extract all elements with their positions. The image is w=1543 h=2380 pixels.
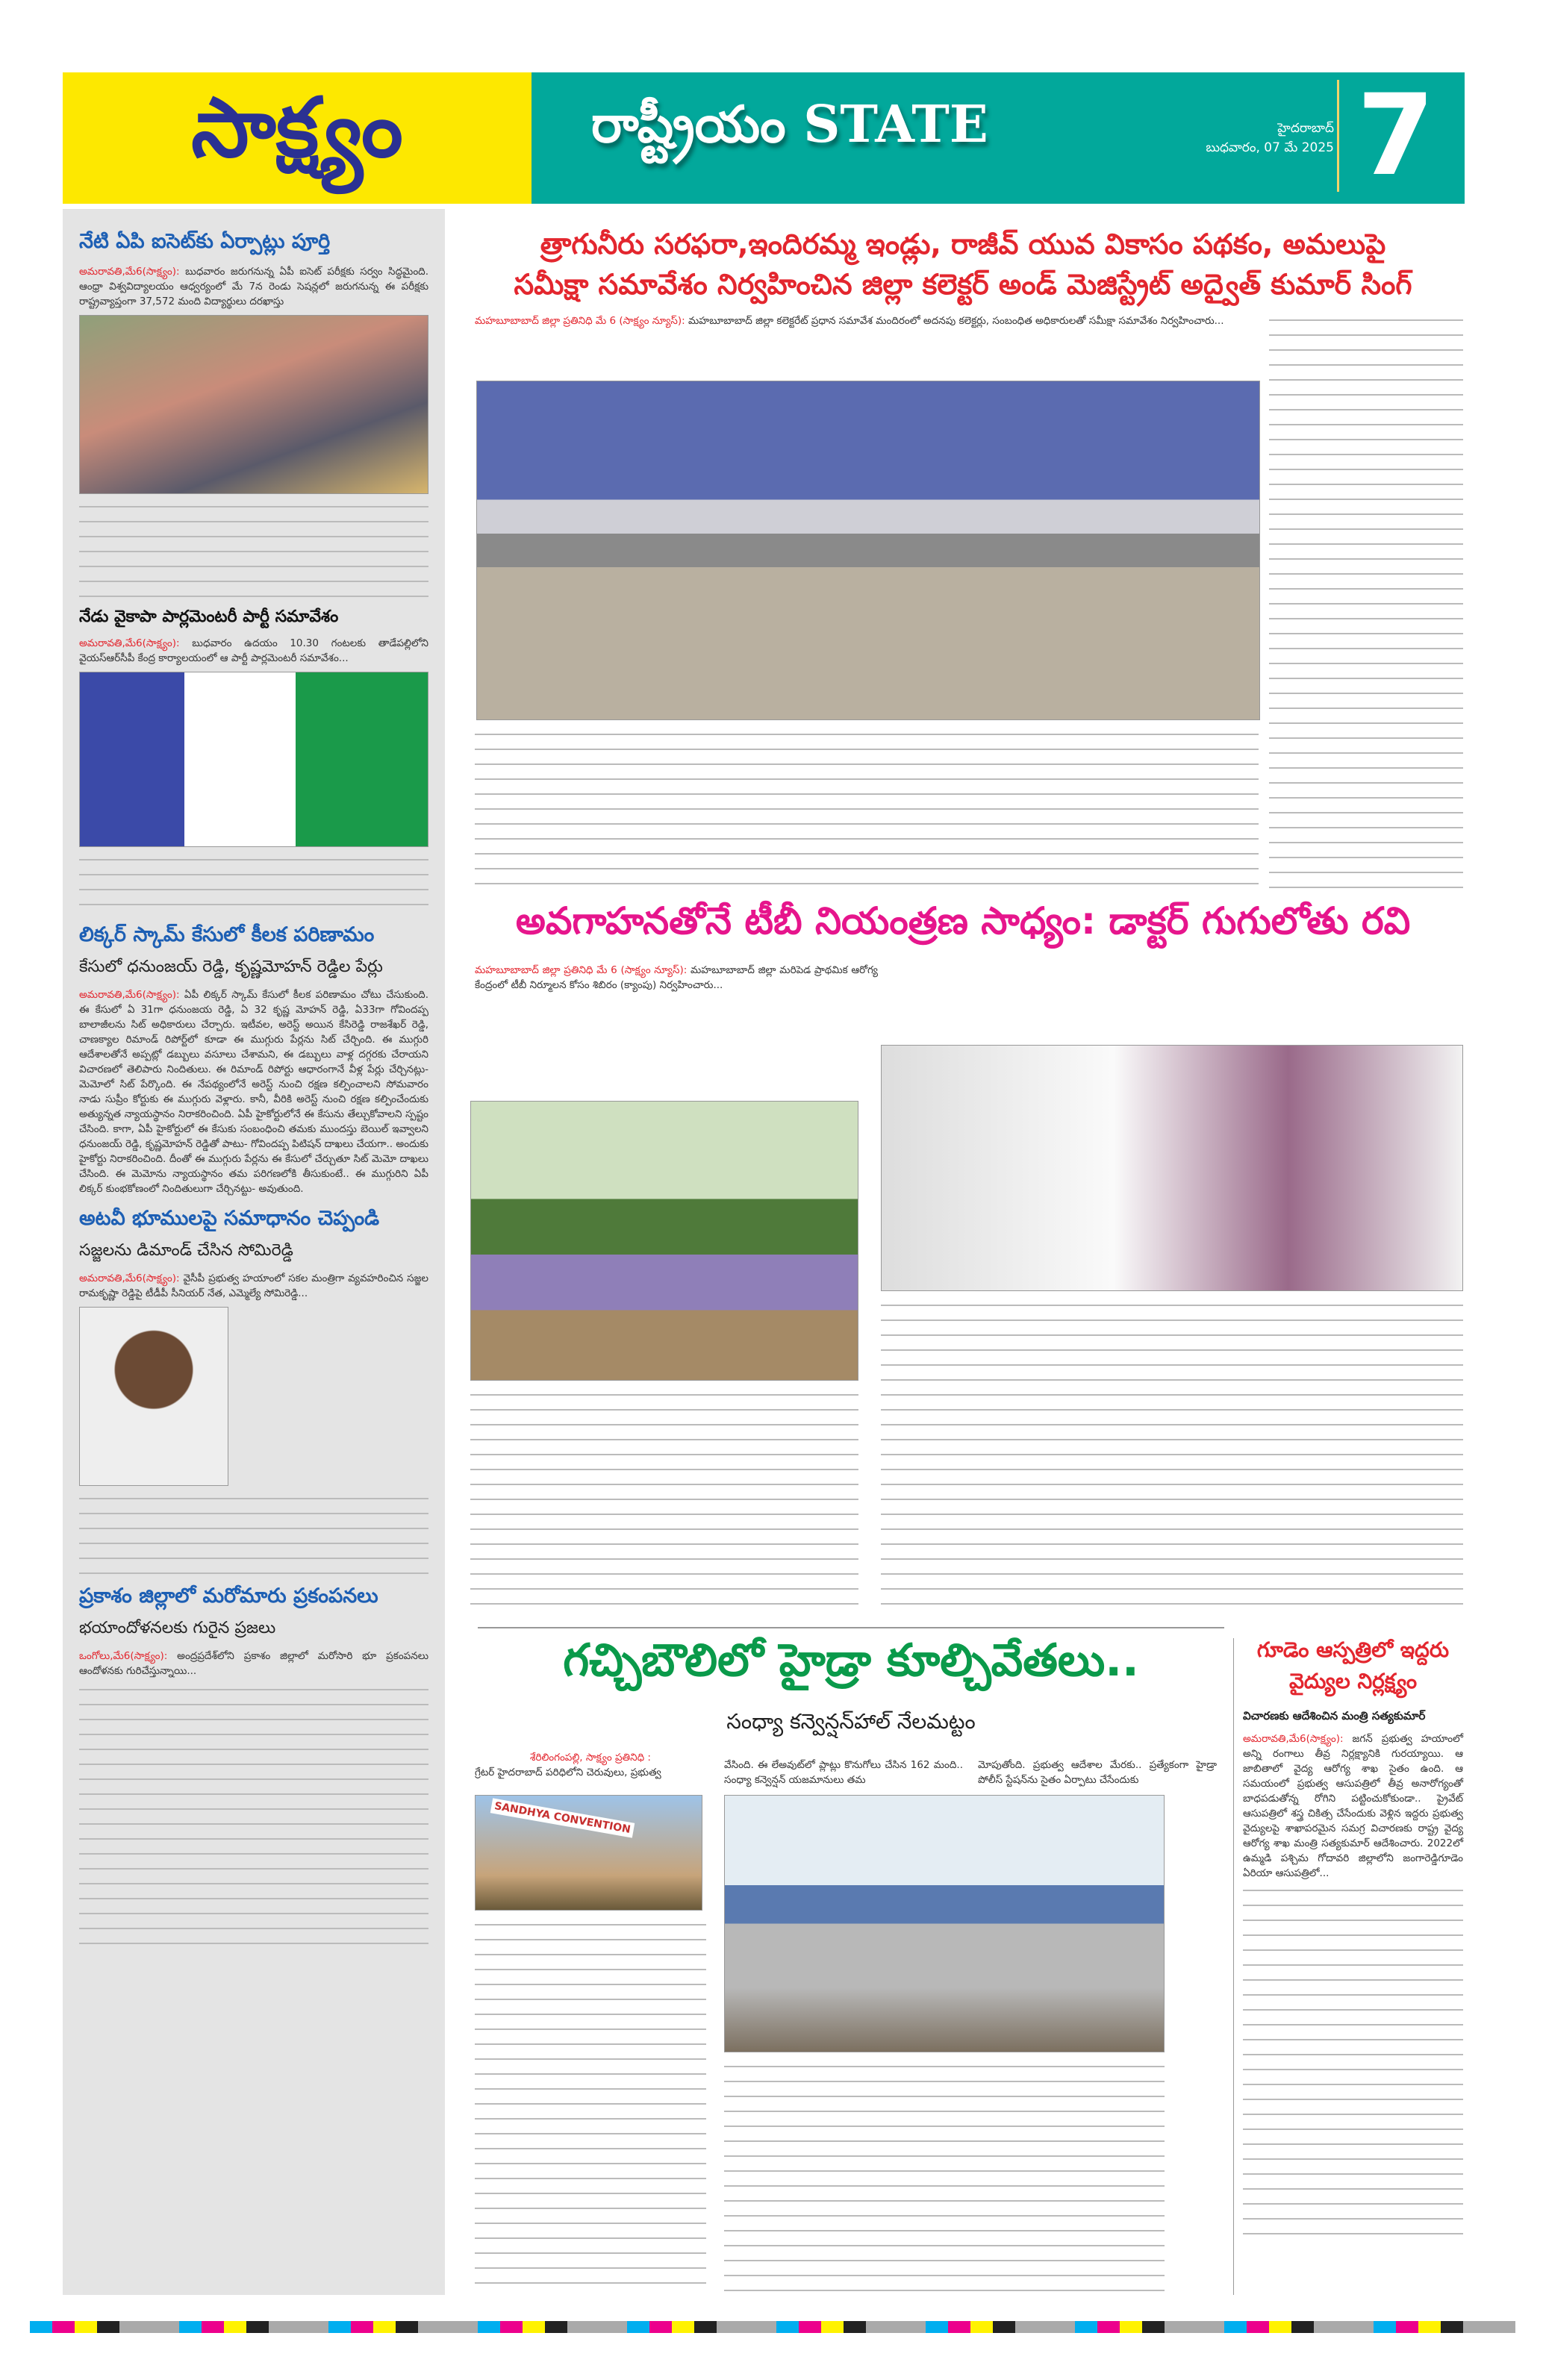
hydra-headline: గచ్చిబౌలిలో హైడ్రా కూల్చివేతలు.. (563, 1634, 1139, 1687)
hospital-headline: గూడెం ఆస్పత్రిలో ఇద్దరు వైద్యుల నిర్లక్ష్యం (1256, 1637, 1450, 1693)
article-title: ప్రకాశం జిల్లాలో మరోమారు ప్రకంపనలు (79, 1584, 378, 1608)
body-text: మహబూబాబాద్ జిల్లా కలెక్టరేట్ ప్రధాన సమావేశ మందిరంలో అదనపు కలెక్టర్లు, సంబంధిత అధికారులతో సమీక్షా సమావేశం నిర్వహించారు... (688, 315, 1224, 327)
article-body (79, 1271, 428, 1301)
hydra-col1 (475, 1750, 706, 1780)
text-continuation (1243, 1884, 1463, 2242)
crowd-photo (79, 315, 428, 494)
article-title: లిక్కర్ స్కామ్ కేసులో కీలక పరిణామం (79, 923, 375, 946)
dateline: అమరావతి,మే6(సాక్ష్యం): (79, 266, 180, 278)
dateline: శేరిలింగంపల్లి, సాక్ష్యం ప్రతినిధి : (530, 1752, 651, 1764)
logo-text: సాక్ష్యం (191, 80, 403, 175)
lead-body (475, 313, 1251, 328)
divider (478, 1627, 1224, 1628)
somireddy-photo (79, 1307, 228, 1486)
body-text: ఏపీ లిక్కర్ స్కామ్ కేసులో కీలక పరిణామం చోటు చేసుకుంది. ఈ కేసులో ఏ 31గా ధనుంజయ రెడ్డి, ఏ 32 కృష్ణ మోహన్ రెడ్డి, ఏ33గా గోవిందప్ప బాలాజీలను సిట్ అధికారులు చేర్చారు. ఇటీవల, అరెస్ట్ అయిన కేసిరెడ్డి రాజశేఖర్ రెడ్డి, చాణక్యాల రిమాండ్ రిపోర్ట్‌లో కూడా ఈ ముగ్గురు పేర్లను సిట్ చేర్చింది. ఈ ముగ్గురి ఆదేశాలతోనే అప్పట్లో డబ్బులు వసూలు చేశామని, ఈ డబ్బులు వాళ్ల దగ్గరకు చేరాయని విచారణలో తెలిపారు నిందితులు. ఈ రిమాండ్ రిపోర్టు ఆధారంగానే వీళ్ల పేర్లు చేర్చినట్లు- మెమోలో సిట్ పేర్కొంది. ఈ నేపథ్యంలోనే అరెస్ట్ నుంచి రక్షణ కల్పించాలని సోమవారం నాడు సుప్రీం కోర్టుకు ఈ ముగ్గురు వెళ్లారు. కానీ, వీరికి అరెస్ట్ నుంచి రక్షణ కల్పించేందుకు అత్యున్నత న్యాయస్థానం నిరాకరించింది. ఏపీ హైకోర్టులోనే ఈ కేసును తేల్చుకోవాలని స్పష్టం చేసింది. కాగా, ఏపీ హైకోర్టులో ఈ కేసుకు సంబంధించి తమకు ముందస్తు బెయిల్ ఇవ్వాలని ధనుంజయ్ రెడ్డి, కృష్ణమోహన్ రెడ్డితో పాటు- గోవిందప్ప పిటిషన్ దాఖలు చేయగా.. అందుకు హైకోర్టు నిరాకరించింది. దీంతో ఈ ముగ్గురు పేర్లను ఈ కేసులో చేర్చుతూ సిట్ మెమో దాఖలు చేసింది. ఈ మెమోను న్యాయస్థానం తమ పరిగణలోకి తీసుకుంటే.. ఈ ముగ్గురిని ఏపీ లిక్కర్ కుంభకోణంలో నిందితులుగా చేర్చినట్టు- అవుతుంది. (79, 989, 428, 1195)
tb-headline: అవగాహనతోనే టీబీ నియంత్రణ సాధ్యం: డాక్టర్ గుగులోతు రవి (515, 899, 1411, 943)
article-subtitle: భయాందోళనలకు గురైన ప్రజలు (79, 1619, 276, 1637)
sandhya-convention-photo (475, 1795, 702, 1911)
article-body (79, 1649, 428, 1678)
lead-title-line2: సమీక్షా సమావేశం నిర్వహించిన జిల్లా కలెక్టర్ అండ్ మెజిస్ట్రేట్ అద్వైత్ కుమార్ సింగ్ (514, 268, 1412, 301)
tb-rally-photo (470, 1101, 858, 1381)
date: బుధవారం, 07 మే 2025 (1206, 140, 1334, 155)
article-subtitle: కేసులో ధనుంజయ్ రెడ్డి, కృష్ణమోహన్ రెడ్డిల పేర్లు (79, 958, 383, 976)
hydra-text (475, 1918, 706, 2291)
edition-info (1206, 119, 1334, 157)
tb-continued-text (881, 1299, 1463, 1612)
lead-title-line1: త్రాగునీరు సరఫరా,ఇందిరమ్మ ఇండ్లు, రాజీవ్ యువ వికాసం పథకం, అమలుపై (540, 228, 1386, 260)
hydra-col2: వేసింది. ఈ లేఅవుట్‌లో ప్లాట్లు కొనుగోలు చేసిన 162 మంది.. సంధ్యా కన్వెన్షన్ యజమానులు తమ (724, 1759, 963, 1786)
hospital-subtitle: విచారణకు ఆదేశించిన మంత్రి సత్యకుమార్ (1243, 1709, 1426, 1722)
body-text: బుధవారం ఉదయం 10.30 గంటలకు తాడేపల్లిలోని వైయస్‌ఆర్‌సీపీ కేంద్ర కార్యాలయంలో ఆ పార్టీ పార్లమెంటరీ సమావేశం... (79, 637, 428, 664)
dateline: అమరావతి,మే6(సాక్ష్యం): (79, 637, 180, 649)
party-flag-photo (79, 672, 428, 847)
lead-continued-text (475, 728, 1259, 884)
dateline: అమరావతి,మే6(సాక్ష్యం): (79, 989, 180, 1001)
body-text: గ్రేటర్ హైదరాబాద్ పరిధిలోని చెరువులు, ప్రభుత్వ (475, 1767, 661, 1778)
page-number: 7 (1337, 80, 1435, 192)
divider (1233, 1638, 1234, 2295)
hospital-article (1243, 1634, 1463, 2242)
text-continuation (79, 853, 428, 913)
city: హైదరాబాద్ (1277, 121, 1334, 136)
convention-sign: SANDHYA CONVENTION (490, 1798, 635, 1837)
section-band (532, 72, 1465, 204)
newspaper-logo (63, 72, 532, 204)
body-text: మహబూబాబాద్ జిల్లా మరిపెడ ప్రాథమిక ఆరోగ్య కేంద్రంలో టీబీ నిర్మూలన కోసం శిబిరం (క్యాంపు) నిర్వహించారు... (475, 964, 878, 991)
text-continuation (79, 1683, 428, 1952)
article-title: అటవీ భూములపై సమాధానం చెప్పండి (79, 1207, 380, 1230)
text-continuation (79, 1492, 428, 1574)
article-body (79, 987, 428, 1196)
hospital-body (1243, 1731, 1463, 1881)
body-text: వైసీపీ ప్రభుత్వ హయాంలో సకల మంత్రిగా వ్యవహరించిన సజ్జల రామకృష్ణా రెడ్డిపై టీడీపీ సీనియర్ నేత, ఎమ్మెల్యే సోమిరెడ్డి... (79, 1272, 429, 1299)
hydra-subtitle: సంధ్యా కన్వెన్షన్‌హాల్ నేలమట్టం (726, 1709, 976, 1734)
tb-camp-photo (881, 1045, 1463, 1291)
hydra-col3: మోపుతోంది. ప్రభుత్వ ఆదేశాల మేరకు.. ప్రత్యేకంగా హైడ్రా పోలీస్ స్టేషన్‌ను సైతం ఏర్పాటు చేసేందుకు (978, 1759, 1217, 1786)
dateline: మహబూబాబాద్ జిల్లా ప్రతినిధి మే 6 (సాక్ష్యం న్యూస్): (475, 315, 685, 327)
body-text: బుధవారం జరుగనున్న ఏపీ ఐసెట్ పరీక్షకు సర్వం సిద్ధమైంది. ఆంధ్రా విశ్వవిద్యాలయం ఆధ్వర్యంలో మే 7న రెండు సెషన్లలో జరుగనున్న ఈ పరీక్షకు రాష్ట్రవ్యాప్తంగా 37,572 మంది విద్యార్థులు దరఖాస్తు (79, 266, 429, 307)
demolition-photo (724, 1795, 1165, 2052)
review-meeting-photo (476, 381, 1260, 720)
body-text: జగన్ ప్రభుత్వ హయాంలో అన్ని రంగాలు తీవ్ర నిర్లక్ష్యానికి గురయ్యాయి. ఆ జాబితాలో వైద్య ఆరోగ్య శాఖ సైతం ఉంది. ఆ సమయంలో ప్రభుత్వ ఆసుపత్రిలో తీవ్ర అనారోగ్యంతో బాధపడుతోన్న రోగిని పట్టించుకోకుండా.. ప్రైవేట్ ఆసుపత్రిలో శస్త్ర చికిత్స చేసేందుకు వెళ్లిన ఇద్దరు ప్రభుత్వ వైద్యులపై శాఖాపరమైన సమగ్ర విచారణకు రాష్ట్ర వైద్య ఆరోగ్య శాఖ మంత్రి సత్యకుమార్ ఆదేశించారు. 2022లో ఉమ్మడి పశ్చిమ గోదావరి జిల్లాలోని జంగారెడ్డిగూడెం ఏరియా ఆసుపత్రిలో... (1243, 1733, 1463, 1879)
article-body (79, 264, 428, 309)
article-title: నేటి ఏపి ఐసెట్‌కు ఏర్పాట్లు పూర్తి (79, 230, 331, 253)
article-title: నేడు వైకాపా పార్లమెంటరీ పార్టీ సమావేశం (79, 608, 339, 626)
lead-headline (463, 224, 1463, 304)
dateline: మహబూబాబాద్ జిల్లా ప్రతినిధి మే 6 (సాక్ష్యం న్యూస్): (475, 964, 688, 976)
article-subtitle: సజ్జలను డిమాండ్ చేసిన సోమిరెడ్డి (79, 1241, 293, 1260)
print-registration-bar (30, 2321, 1515, 2333)
body-text: అంద్రప్రదేశ్‌లోని ప్రకాశం జిల్లాలో మరోసారి భూ ప్రకంపనలు ఆందోళనకు గురిచేస్తున్నాయి... (79, 1650, 428, 1677)
dateline: ఒంగోలు,మే6(సాక్ష్యం): (79, 1650, 168, 1662)
text-continuation (79, 500, 428, 597)
section-title: రాష్ట్రీయం STATE (591, 95, 988, 154)
dateline: అమరావతి,మే6(సాక్ష్యం): (1243, 1733, 1344, 1745)
hydra-text (724, 2060, 1165, 2291)
lead-column-text (1269, 313, 1463, 888)
tb-body (475, 963, 878, 993)
left-sidebar (63, 209, 445, 2295)
dateline: అమరావతి,మే6(సాక్ష్యం): (79, 1272, 180, 1284)
article-body (79, 636, 428, 666)
tb-continued-text (470, 1388, 858, 1612)
